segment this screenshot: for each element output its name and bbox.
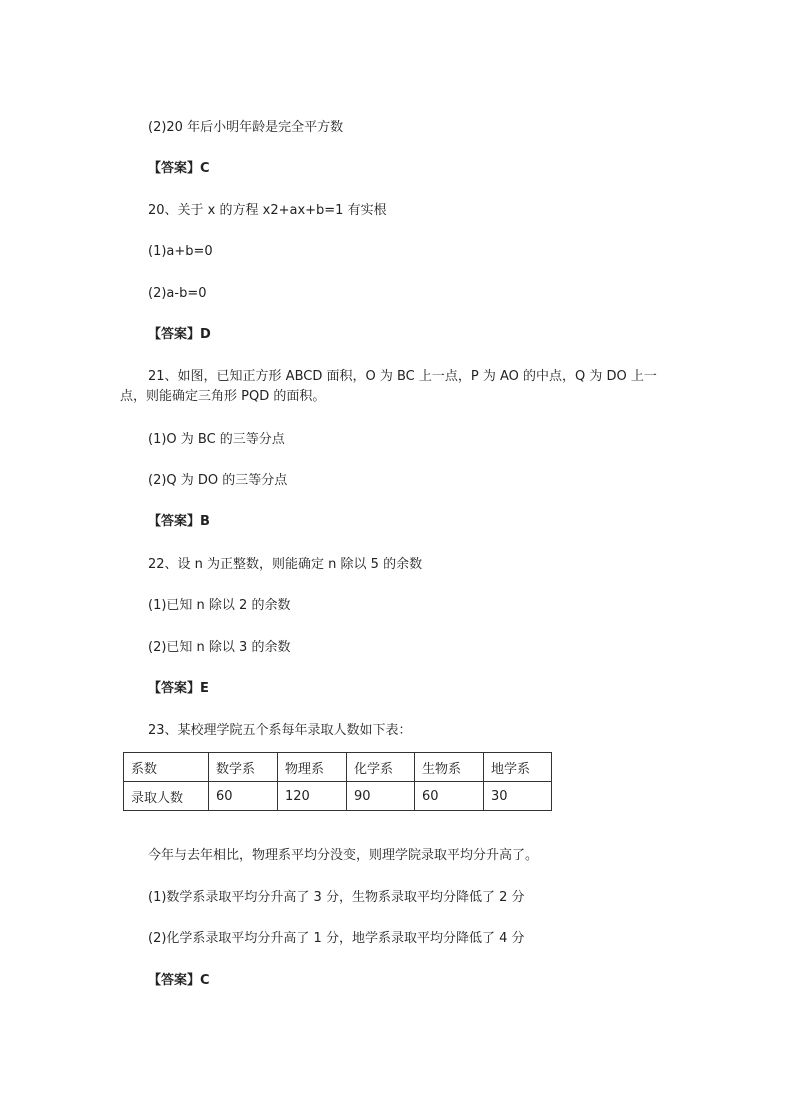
question-22-condition-2: (2)已知 n 除以 3 的余数 [148,640,291,655]
answer-22: 【答案】E [148,681,209,696]
question-19-condition-2: (2)20 年后小明年龄是完全平方数 [148,120,344,135]
answer-19: 【答案】C [148,161,210,176]
question-21: 21、如图，已知正方形 ABCD 面积，O 为 BC 上一点，P 为 AO 的中点，Q 为 DO 上一点，则能确定三角形 PQD 的面积。 [120,369,657,404]
answer-20: 【答案】D [148,327,211,342]
table-cell: 60 [209,782,278,811]
table-cell: 120 [278,782,347,811]
question-21-condition-1: (1)O 为 BC 的三等分点 [148,432,285,447]
question-23: 23、某校理学院五个系每年录取人数如下表： [148,723,412,738]
table-header-cell: 数学系 [209,753,278,782]
table-header-cell: 生物系 [415,753,484,782]
table-cell: 30 [484,782,552,811]
question-20: 20、关于 x 的方程 x2+ax+b=1 有实根 [148,203,387,218]
answer-21: 【答案】B [148,514,210,529]
answer-23: 【答案】C [148,973,210,988]
question-21-condition-2: (2)Q 为 DO 的三等分点 [148,473,288,488]
question-20-condition-1: (1)a+b=0 [148,244,213,259]
table-cell: 60 [415,782,484,811]
table-header-cell: 物理系 [278,753,347,782]
table-header-cell: 系数 [124,753,209,782]
question-23-condition-1: (1)数学系录取平均分升高了 3 分，生物系录取平均分降低了 2 分 [148,890,525,905]
question-23-condition-2: (2)化学系录取平均分升高了 1 分，地学系录取平均分降低了 4 分 [148,931,525,946]
table-cell: 录取人数 [124,782,209,811]
question-20-condition-2: (2)a-b=0 [148,286,207,301]
question-22: 22、设 n 为正整数，则能确定 n 除以 5 的余数 [148,557,423,572]
table-header-row [124,753,552,782]
table-header-cell: 化学系 [347,753,415,782]
question-23-stem: 今年与去年相比，物理系平均分没变，则理学院录取平均分升高了。 [148,848,539,863]
table-header-cell: 地学系 [484,753,552,782]
admission-table [123,752,552,811]
question-22-condition-1: (1)已知 n 除以 2 的余数 [148,598,291,613]
table-row [124,782,552,811]
table-cell: 90 [347,782,415,811]
